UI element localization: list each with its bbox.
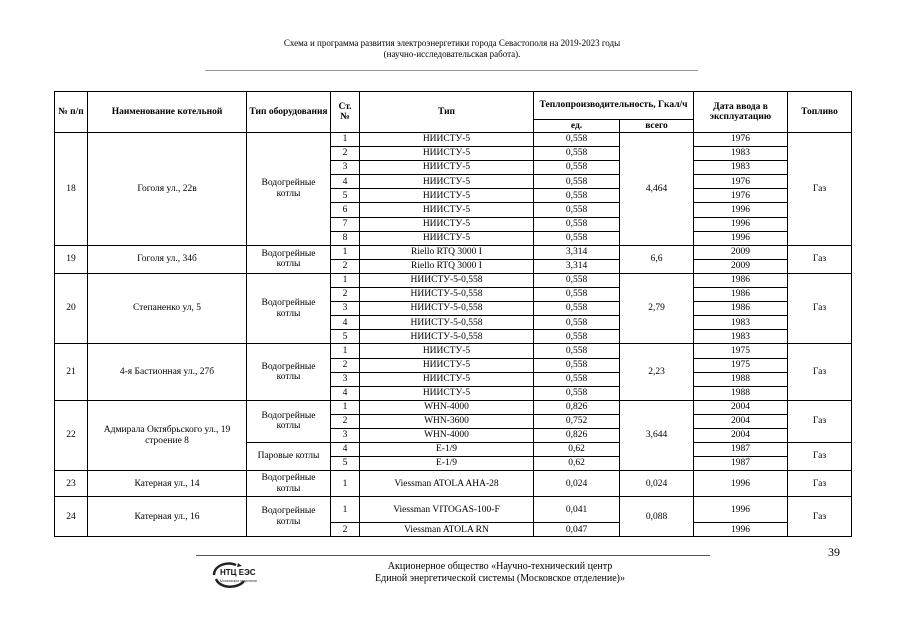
table-row bbox=[55, 273, 852, 287]
cell-st: 2 bbox=[331, 147, 360, 161]
cell-type: НИИСТУ-5-0,558 bbox=[360, 316, 534, 330]
cell-unit: 0,558 bbox=[534, 231, 620, 245]
header-line-2: (научно-исследовательская работа). bbox=[383, 49, 521, 59]
table-row bbox=[55, 344, 852, 358]
cell-type: НИИСТУ-5 bbox=[360, 217, 534, 231]
col-header-unit: ед. bbox=[534, 120, 620, 133]
col-header-date: Дата ввода в эксплуатацию bbox=[694, 92, 788, 133]
cell-st: 2 bbox=[331, 358, 360, 372]
col-header-num: № п/п bbox=[55, 92, 88, 133]
cell-type: НИИСТУ-5 bbox=[360, 147, 534, 161]
col-header-type: Тип bbox=[360, 92, 534, 133]
cell-fuel: Газ bbox=[788, 443, 852, 471]
cell-type: Viessman ATOLA AHA-28 bbox=[360, 471, 534, 497]
cell-name: Катерная ул., 14 bbox=[88, 471, 247, 497]
table-row bbox=[55, 245, 852, 259]
cell-fuel: Газ bbox=[788, 471, 852, 497]
cell-type: НИИСТУ-5 bbox=[360, 175, 534, 189]
table-row bbox=[55, 497, 852, 523]
cell-date: 1996 bbox=[694, 217, 788, 231]
cell-date: 1996 bbox=[694, 471, 788, 497]
cell-date: 1975 bbox=[694, 358, 788, 372]
cell-type: НИИСТУ-5 bbox=[360, 133, 534, 147]
header-line-1: Схема и программа развития электроэнергетики города Севастополя на 2019-2023 годы bbox=[283, 38, 621, 48]
cell-type: Riello RTQ 3000 I bbox=[360, 245, 534, 259]
cell-st: 1 bbox=[331, 245, 360, 259]
cell-date: 1976 bbox=[694, 133, 788, 147]
cell-unit: 0,558 bbox=[534, 161, 620, 175]
cell-equip: Водогрейные котлы bbox=[247, 273, 331, 343]
document-header bbox=[0, 38, 904, 60]
cell-unit: 0,558 bbox=[534, 358, 620, 372]
cell-date: 1986 bbox=[694, 288, 788, 302]
cell-unit: 0,558 bbox=[534, 217, 620, 231]
cell-type: WHN-3600 bbox=[360, 414, 534, 428]
cell-type: НИИСТУ-5 bbox=[360, 189, 534, 203]
cell-num: 18 bbox=[55, 133, 88, 246]
cell-st: 2 bbox=[331, 259, 360, 273]
cell-date: 1987 bbox=[694, 457, 788, 471]
cell-st: 1 bbox=[331, 133, 360, 147]
header-rule bbox=[205, 70, 698, 71]
cell-st: 5 bbox=[331, 330, 360, 344]
cell-total: 2,79 bbox=[620, 273, 694, 343]
cell-type: НИИСТУ-5-0,558 bbox=[360, 302, 534, 316]
cell-unit: 0,826 bbox=[534, 428, 620, 442]
cell-st: 3 bbox=[331, 428, 360, 442]
cell-unit: 0,558 bbox=[534, 302, 620, 316]
cell-st: 2 bbox=[331, 523, 360, 537]
cell-unit: 0,558 bbox=[534, 203, 620, 217]
col-header-station-no: Ст. № bbox=[331, 92, 360, 133]
cell-num: 23 bbox=[55, 471, 88, 497]
cell-type: НИИСТУ-5 bbox=[360, 372, 534, 386]
cell-unit: 0,62 bbox=[534, 457, 620, 471]
cell-st: 1 bbox=[331, 497, 360, 523]
cell-equip: Водогрейные котлы bbox=[247, 245, 331, 273]
col-header-total: всего bbox=[620, 120, 694, 133]
cell-type: WHN-4000 bbox=[360, 400, 534, 414]
cell-date: 1983 bbox=[694, 147, 788, 161]
cell-date: 2009 bbox=[694, 259, 788, 273]
cell-date: 1976 bbox=[694, 189, 788, 203]
cell-fuel: Газ bbox=[788, 344, 852, 400]
cell-unit: 0,047 bbox=[534, 523, 620, 537]
cell-date: 1976 bbox=[694, 175, 788, 189]
cell-unit: 0,558 bbox=[534, 273, 620, 287]
cell-st: 1 bbox=[331, 344, 360, 358]
cell-unit: 0,558 bbox=[534, 133, 620, 147]
cell-name: Гоголя ул., 22в bbox=[88, 133, 247, 246]
cell-equip: Водогрейные котлы bbox=[247, 400, 331, 442]
cell-type: Riello RTQ 3000 I bbox=[360, 259, 534, 273]
cell-date: 1988 bbox=[694, 386, 788, 400]
cell-name: Адмирала Октябрьского ул., 19 строение 8 bbox=[88, 400, 247, 470]
cell-type: НИИСТУ-5-0,558 bbox=[360, 273, 534, 287]
cell-num: 24 bbox=[55, 497, 88, 537]
cell-type: Viessman VITOGAS-100-F bbox=[360, 497, 534, 523]
cell-equip: Паровые котлы bbox=[247, 443, 331, 471]
cell-equip: Водогрейные котлы bbox=[247, 497, 331, 537]
cell-unit: 0,752 bbox=[534, 414, 620, 428]
cell-fuel: Газ bbox=[788, 497, 852, 537]
cell-num: 21 bbox=[55, 344, 88, 400]
boiler-table bbox=[54, 91, 852, 537]
cell-fuel: Газ bbox=[788, 273, 852, 343]
cell-date: 1983 bbox=[694, 330, 788, 344]
cell-fuel: Газ bbox=[788, 133, 852, 246]
cell-st: 4 bbox=[331, 175, 360, 189]
cell-type: Viessman ATOLA RN bbox=[360, 523, 534, 537]
cell-type: НИИСТУ-5-0,558 bbox=[360, 330, 534, 344]
cell-st: 6 bbox=[331, 203, 360, 217]
cell-total: 2,23 bbox=[620, 344, 694, 400]
cell-unit: 0,024 bbox=[534, 471, 620, 497]
table-row bbox=[55, 471, 852, 497]
cell-date: 1996 bbox=[694, 231, 788, 245]
cell-date: 1983 bbox=[694, 161, 788, 175]
col-header-fuel: Топливо bbox=[788, 92, 852, 133]
cell-name: Гоголя ул., 34б bbox=[88, 245, 247, 273]
cell-st: 7 bbox=[331, 217, 360, 231]
cell-total: 6,6 bbox=[620, 245, 694, 273]
cell-date: 1996 bbox=[694, 203, 788, 217]
cell-unit: 0,558 bbox=[534, 330, 620, 344]
cell-fuel: Газ bbox=[788, 245, 852, 273]
cell-date: 1986 bbox=[694, 302, 788, 316]
cell-name: 4-я Бастионная ул., 27б bbox=[88, 344, 247, 400]
cell-unit: 0,558 bbox=[534, 288, 620, 302]
cell-unit: 0,826 bbox=[534, 400, 620, 414]
cell-type: НИИСТУ-5 bbox=[360, 358, 534, 372]
cell-st: 1 bbox=[331, 400, 360, 414]
cell-st: 8 bbox=[331, 231, 360, 245]
cell-date: 2004 bbox=[694, 428, 788, 442]
cell-unit: 0,558 bbox=[534, 344, 620, 358]
cell-type: E-1/9 bbox=[360, 457, 534, 471]
cell-name: Катерная ул., 16 bbox=[88, 497, 247, 537]
cell-total: 3,644 bbox=[620, 400, 694, 470]
cell-num: 19 bbox=[55, 245, 88, 273]
col-header-equip-type: Тип оборудования bbox=[247, 92, 331, 133]
cell-st: 3 bbox=[331, 372, 360, 386]
footer-org-line-1: Акционерное общество «Научно-технический центр bbox=[387, 561, 613, 572]
cell-total: 4,464 bbox=[620, 133, 694, 246]
cell-type: НИИСТУ-5 bbox=[360, 344, 534, 358]
table-row bbox=[55, 133, 852, 147]
cell-date: 1996 bbox=[694, 497, 788, 523]
col-header-capacity: Теплопроизводительность, Гкал/ч bbox=[534, 92, 694, 120]
footer-rule bbox=[196, 555, 710, 556]
cell-equip: Водогрейные котлы bbox=[247, 344, 331, 400]
cell-st: 1 bbox=[331, 471, 360, 497]
cell-st: 4 bbox=[331, 386, 360, 400]
cell-type: НИИСТУ-5-0,558 bbox=[360, 288, 534, 302]
footer-org-line-2: Единой энергетической системы (Московское отделение)» bbox=[375, 573, 625, 584]
cell-date: 2009 bbox=[694, 245, 788, 259]
cell-type: НИИСТУ-5 bbox=[360, 161, 534, 175]
cell-date: 1983 bbox=[694, 316, 788, 330]
cell-type: НИИСТУ-5 bbox=[360, 386, 534, 400]
cell-st: 5 bbox=[331, 457, 360, 471]
cell-st: 3 bbox=[331, 161, 360, 175]
cell-unit: 0,558 bbox=[534, 316, 620, 330]
cell-date: 1975 bbox=[694, 344, 788, 358]
logo-subtext: Московское отделение bbox=[220, 579, 258, 583]
cell-st: 1 bbox=[331, 273, 360, 287]
cell-st: 5 bbox=[331, 189, 360, 203]
cell-unit: 0,041 bbox=[534, 497, 620, 523]
cell-num: 20 bbox=[55, 273, 88, 343]
cell-total: 0,024 bbox=[620, 471, 694, 497]
cell-unit: 0,558 bbox=[534, 189, 620, 203]
cell-type: НИИСТУ-5 bbox=[360, 203, 534, 217]
cell-type: WHN-4000 bbox=[360, 428, 534, 442]
cell-unit: 0,558 bbox=[534, 175, 620, 189]
cell-unit: 0,558 bbox=[534, 372, 620, 386]
cell-st: 4 bbox=[331, 443, 360, 457]
footer-organization bbox=[300, 561, 700, 585]
cell-date: 1988 bbox=[694, 372, 788, 386]
cell-unit: 0,558 bbox=[534, 386, 620, 400]
cell-type: НИИСТУ-5 bbox=[360, 231, 534, 245]
cell-num: 22 bbox=[55, 400, 88, 470]
cell-type: E-1/9 bbox=[360, 443, 534, 457]
page-number: 39 bbox=[828, 545, 840, 559]
cell-st: 3 bbox=[331, 302, 360, 316]
cell-date: 1986 bbox=[694, 273, 788, 287]
cell-unit: 3,314 bbox=[534, 259, 620, 273]
cell-date: 2004 bbox=[694, 400, 788, 414]
cell-fuel: Газ bbox=[788, 400, 852, 442]
cell-date: 2004 bbox=[694, 414, 788, 428]
col-header-name: Наименование котельной bbox=[88, 92, 247, 133]
cell-equip: Водогрейные котлы bbox=[247, 133, 331, 246]
cell-date: 1996 bbox=[694, 523, 788, 537]
logo-text: НТЦ ЕЭС bbox=[220, 568, 256, 577]
cell-date: 1987 bbox=[694, 443, 788, 457]
cell-total: 0,088 bbox=[620, 497, 694, 537]
cell-unit: 0,62 bbox=[534, 443, 620, 457]
cell-st: 4 bbox=[331, 316, 360, 330]
cell-equip: Водогрейные котлы bbox=[247, 471, 331, 497]
cell-unit: 3,314 bbox=[534, 245, 620, 259]
cell-unit: 0,558 bbox=[534, 147, 620, 161]
cell-name: Степаненко ул, 5 bbox=[88, 273, 247, 343]
table-row bbox=[55, 400, 852, 414]
cell-st: 2 bbox=[331, 288, 360, 302]
cell-st: 2 bbox=[331, 414, 360, 428]
